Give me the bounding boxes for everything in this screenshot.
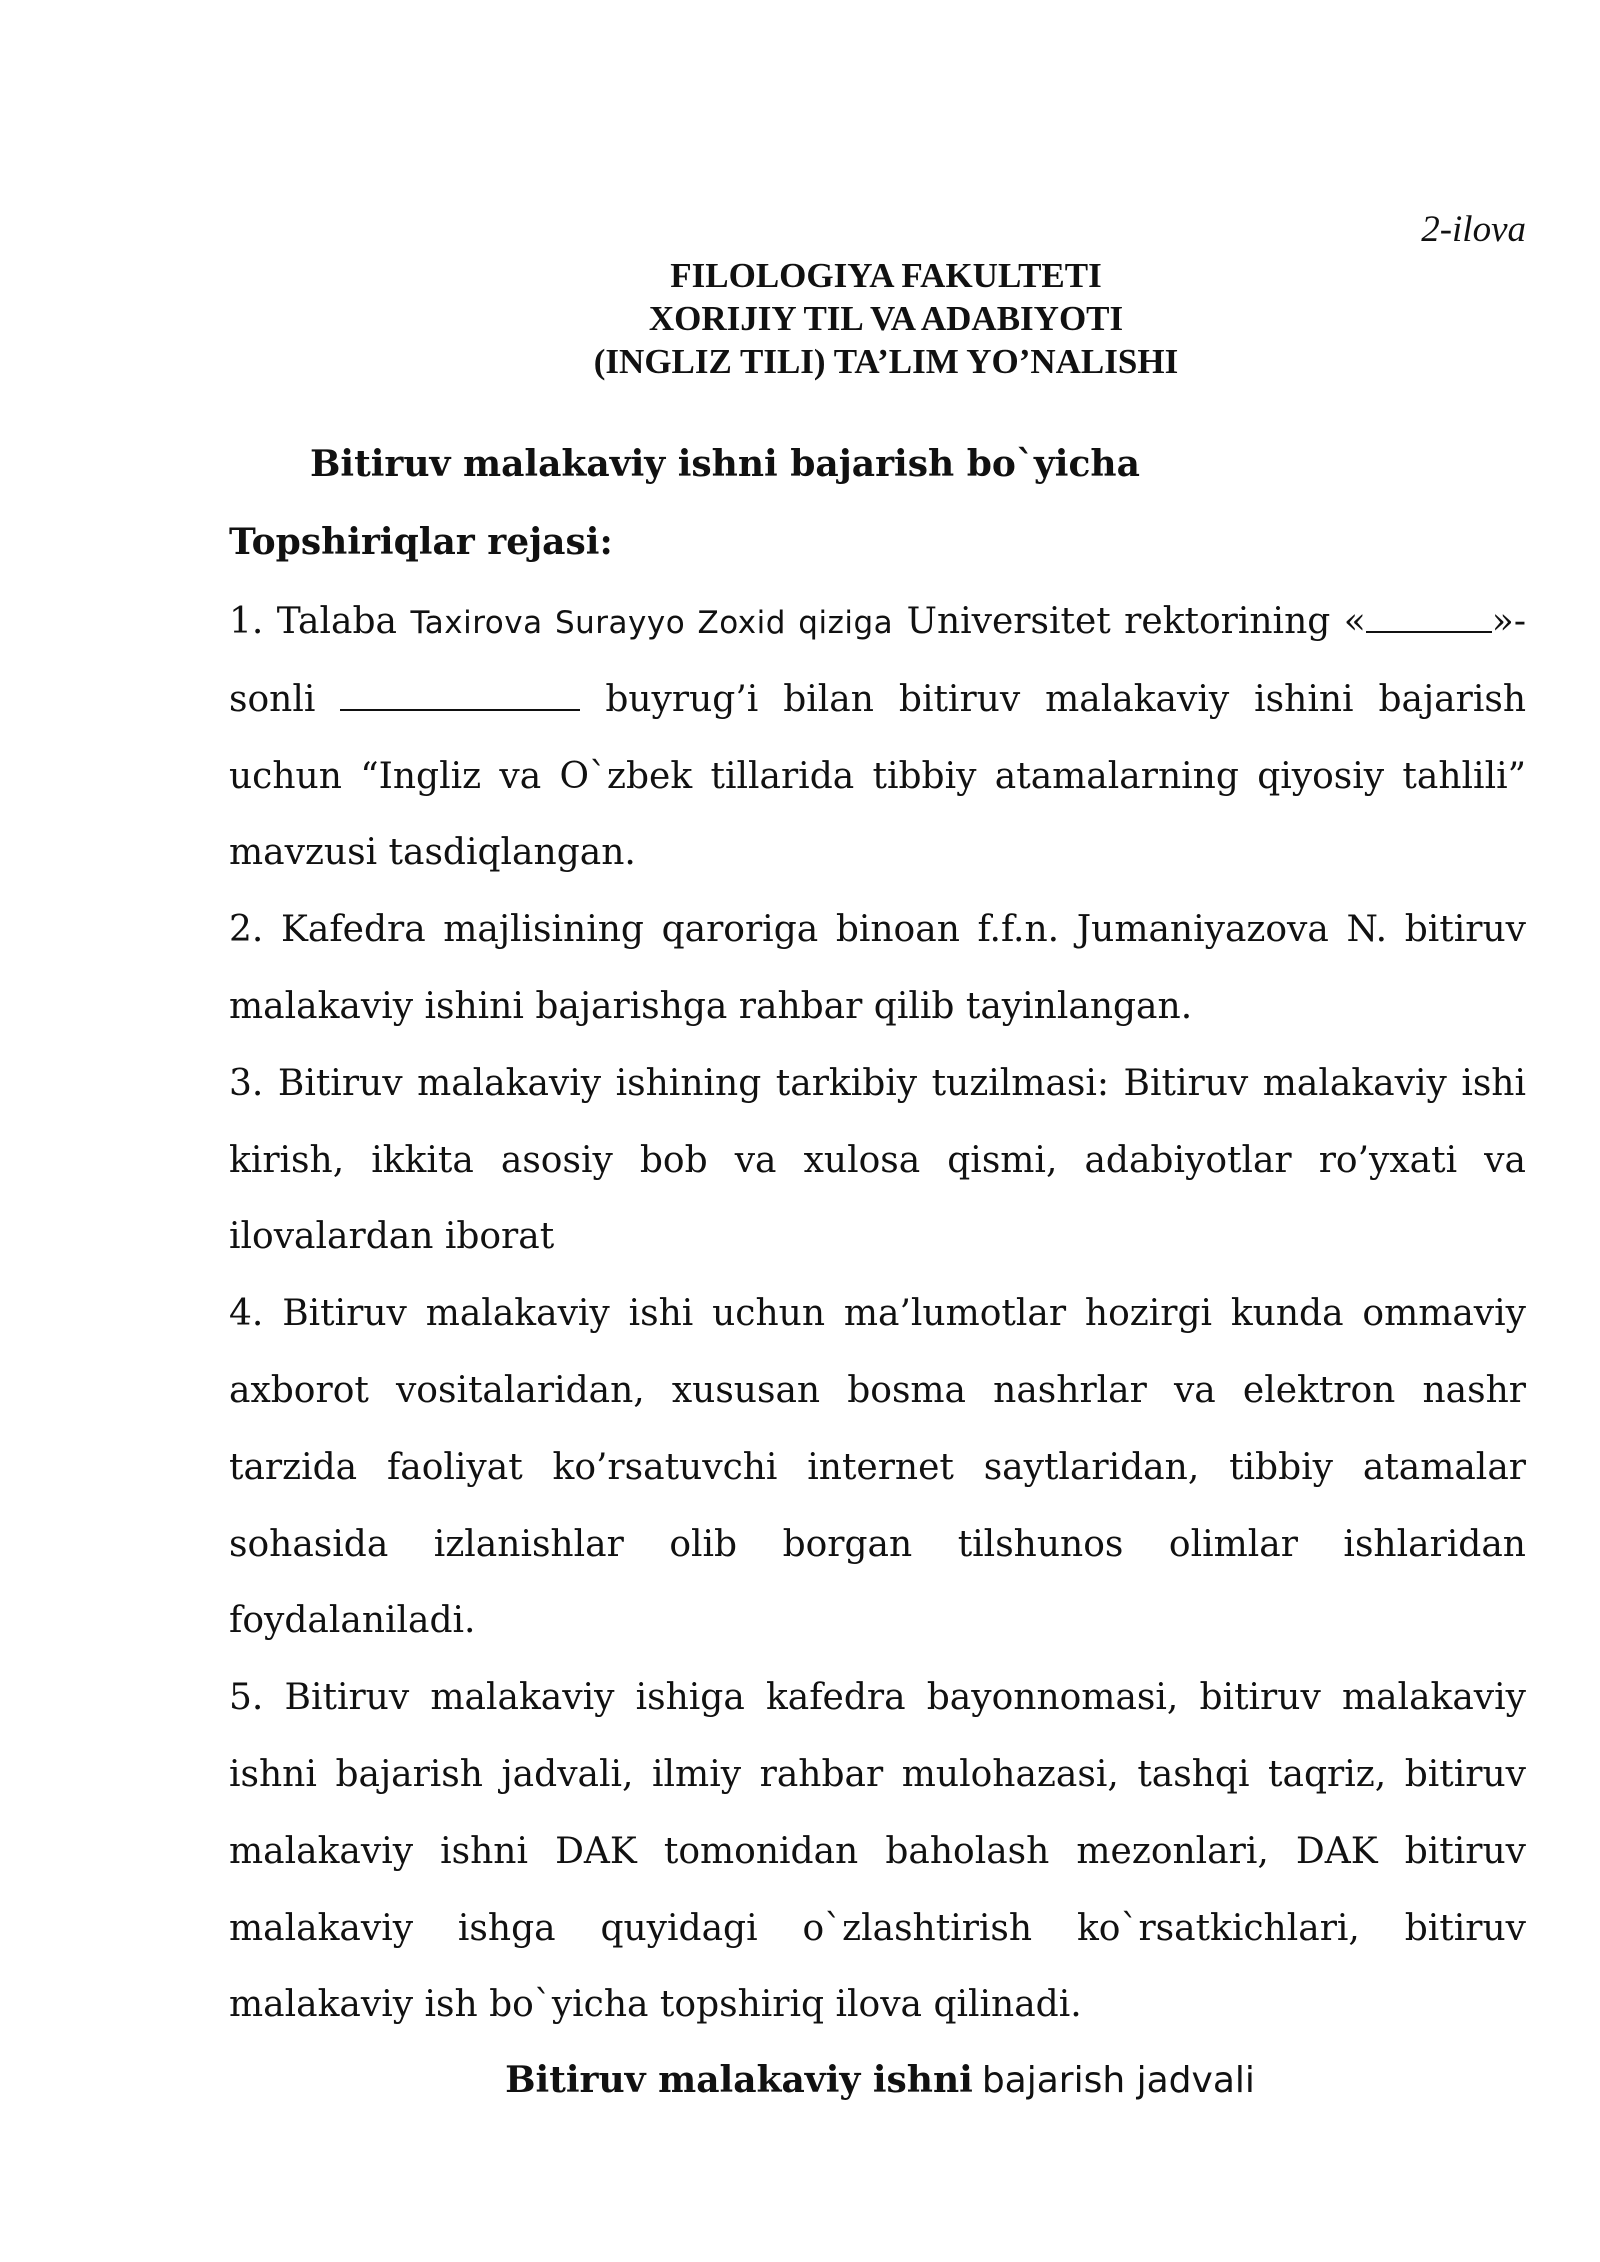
item-1-sonli: »-sonli — [229, 601, 1526, 720]
document-title: Bitiruv malakaviy ishni bajarish bo`yicha — [310, 443, 1140, 485]
item-1-end: buyrug’i bilan bitiruv malakaviy ishini bajarish uchun “Ingliz va O`zbek tillarida tibbiy atamalarning qiyosiy tahlili” mavzusi tasdiqlangan. — [229, 678, 1526, 874]
faculty-header — [0, 254, 1600, 383]
schedule-heading-bold: Bitiruv malakaviy ishni — [505, 2059, 973, 2101]
plan-item-3: 3. Bitiruv malakaviy ishining tarkibiy tuzilmasi: Bitiruv malakaviy ishi kirish, ikkita asosiy bob va xulosa qismi, adabiyotlar ro’yxati va ilovalardan iborat — [229, 1062, 1526, 1258]
header-line-department: XORIJIY TIL VA ADABIYOTI — [648, 299, 1124, 338]
plan-item-4: 4. Bitiruv malakaviy ishi uchun ma’lumotlar hozirgi kunda ommaviy axborot vositalaridan, xususan bosma nashrlar va elektron nashr tarzida faoliyat ko’rsatuvchi internet saytlaridan, tibbiy atamalar sohasida izlanishlar olib borgan tilshunos olimlar ishlaridan foydalaniladi. — [229, 1293, 1526, 1642]
header-line-direction: (INGLIZ TILI) TA’LIM YO’NALISHI — [593, 342, 1179, 381]
plan-item-2: 2. Kafedra majlisining qaroriga binoan f.f.n. Jumaniyazova N. bitiruv malakaviy ishini bajarishga rahbar qilib tayinlangan. — [229, 909, 1526, 1027]
order-number-blank — [1366, 601, 1492, 633]
item-1-start: 1. Talaba — [229, 601, 397, 642]
annex-label: 2-ilova — [1421, 209, 1526, 250]
plan-heading: Topshiriqlar rejasi: — [229, 521, 613, 563]
plan-item-1 — [229, 584, 1526, 892]
header-line-faculty: FILOLOGIYA FAKULTETI — [670, 256, 1102, 295]
plan-body — [229, 584, 1526, 2044]
schedule-heading-plain: bajarish jadvali — [981, 2060, 1255, 2101]
order-date-blank — [340, 679, 580, 711]
plan-item-5: 5. Bitiruv malakaviy ishiga kafedra bayonnomasi, bitiruv malakaviy ishni bajarish jadvali, ilmiy rahbar mulohazasi, tashqi taqriz, bitiruv malakaviy ishni DAK tomonidan baholash mezonlari, DAK bitiruv malakaviy ishga quyidagi o`zlashtirish ko`rsatkichlari, bitiruv malakaviy ish bo`yicha topshiriq ilova qilinadi. — [229, 1677, 1526, 2026]
schedule-heading — [0, 2050, 1600, 2111]
item-1-rector-order: Universitet rektorining « — [906, 601, 1366, 642]
student-name: Taxirova Surayyo Zoxid qiziga — [410, 605, 894, 641]
